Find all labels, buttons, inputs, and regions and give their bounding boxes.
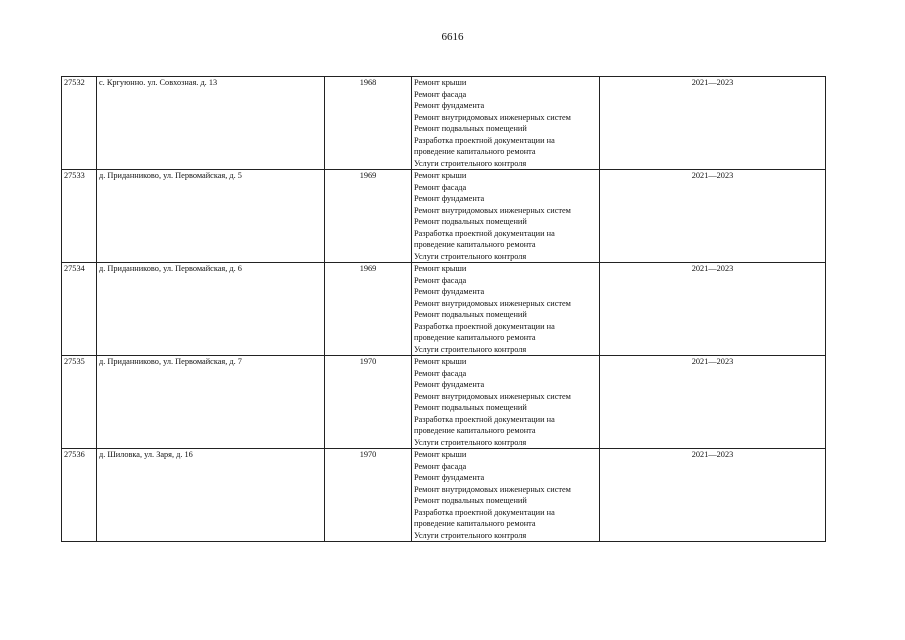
period-cell: 2021—2023 [600,77,826,170]
work-item: Ремонт внутридомовых инженерных систем [414,484,571,494]
work-item: проведение капитального ремонта [414,519,536,528]
work-item: проведение капитального ремонта [414,333,536,342]
work-item: Ремонт крыши [414,357,467,366]
work-item: Ремонт фундамента [414,287,485,296]
row-id-cell: 27532 [62,77,97,170]
works-cell [412,263,600,356]
work-item: Ремонт крыши [414,78,467,87]
works-cell [412,77,600,170]
work-item: Ремонт подвальных помещений [414,124,527,133]
work-item: Услуги строительного контроля [414,251,527,261]
year-cell: 1968 [325,77,412,170]
row-id-cell: 27536 [62,449,97,542]
work-item: Ремонт подвальных помещений [414,310,527,319]
work-item: Ремонт фасада [414,368,467,378]
period-cell: 2021—2023 [600,449,826,542]
work-item: Разработка проектной документации на [414,228,555,238]
work-item: Ремонт фундамента [414,473,485,482]
work-item: проведение капитального ремонта [414,240,536,249]
work-item: Ремонт внутридомовых инженерных систем [414,298,571,308]
period-cell: 2021—2023 [600,356,826,449]
address-cell: д. Приданниково, ул. Первомайская, д. 7 [97,356,325,449]
address-cell: д. Приданниково, ул. Первомайская, д. 5 [97,170,325,263]
work-item: проведение капитального ремонта [414,426,536,435]
work-item: Ремонт фасада [414,275,467,285]
work-item: Ремонт крыши [414,171,467,180]
work-item: Ремонт подвальных помещений [414,496,527,505]
work-item: Разработка проектной документации на [414,414,555,424]
registry-table-body [62,77,826,542]
work-item: Ремонт фасада [414,182,467,192]
work-item: Услуги строительного контроля [414,530,527,540]
address-cell: с. Кргуюнно. ул. Совхозная. д. 13 [97,77,325,170]
table-row [62,449,826,542]
row-id-cell: 27534 [62,263,97,356]
work-item: Разработка проектной документации на [414,321,555,331]
work-item: Услуги строительного контроля [414,437,527,447]
year-cell: 1969 [325,263,412,356]
work-item: Разработка проектной документации на [414,507,555,517]
row-id-cell: 27535 [62,356,97,449]
work-item: Ремонт внутридомовых инженерных систем [414,112,571,122]
work-item: Ремонт внутридомовых инженерных систем [414,205,571,215]
work-item: Ремонт крыши [414,264,467,273]
row-id-cell: 27533 [62,170,97,263]
registry-table [61,76,826,542]
work-item: Разработка проектной документации на [414,135,555,145]
work-item: Услуги строительного контроля [414,344,527,354]
work-item: Услуги строительного контроля [414,158,527,168]
work-item: Ремонт внутридомовых инженерных систем [414,391,571,401]
period-cell: 2021—2023 [600,263,826,356]
address-cell: д. Приданниково, ул. Первомайская, д. 6 [97,263,325,356]
address-cell: д. Шиловка, ул. Заря, д. 16 [97,449,325,542]
work-item: Ремонт фасада [414,461,467,471]
year-cell: 1970 [325,356,412,449]
works-cell [412,356,600,449]
work-item: Ремонт фасада [414,89,467,99]
work-item: Ремонт крыши [414,450,467,459]
year-cell: 1969 [325,170,412,263]
work-item: Ремонт фундамента [414,101,485,110]
table-row [62,263,826,356]
table-row [62,170,826,263]
page-number: 6616 [441,31,464,43]
works-cell [412,449,600,542]
work-item: Ремонт фундамента [414,380,485,389]
work-item: Ремонт подвальных помещений [414,217,527,226]
work-item: проведение капитального ремонта [414,147,536,156]
period-cell: 2021—2023 [600,170,826,263]
work-item: Ремонт фундамента [414,194,485,203]
work-item: Ремонт подвальных помещений [414,403,527,412]
table-row [62,77,826,170]
year-cell: 1970 [325,449,412,542]
table-row [62,356,826,449]
works-cell [412,170,600,263]
